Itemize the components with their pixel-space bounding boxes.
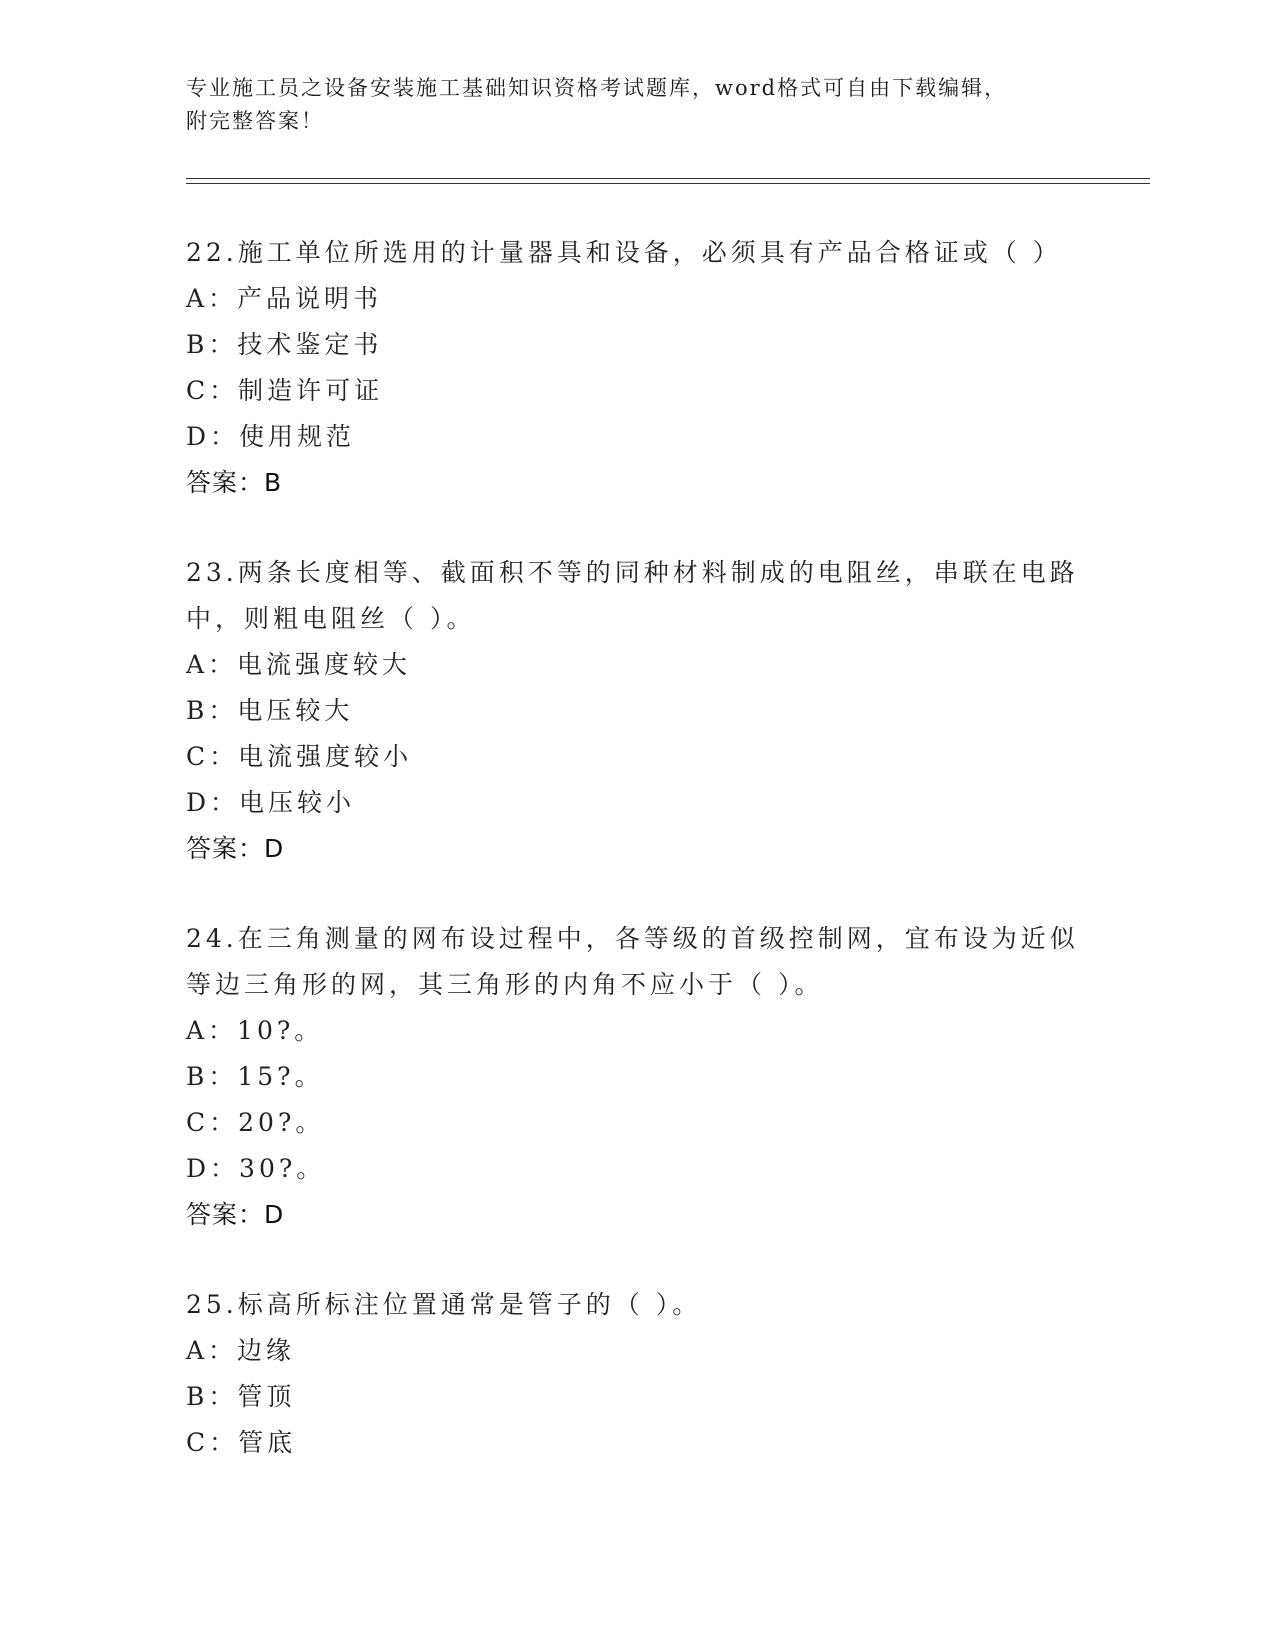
question-22 — [186, 230, 1086, 506]
option-c: C：20?。 — [186, 1108, 325, 1137]
question-24 — [186, 916, 1086, 1238]
header-divider-bottom — [186, 183, 1150, 184]
question-stem: 25.标高所标注位置通常是管子的（ ）。 — [186, 1290, 702, 1319]
answer: 答案：B — [186, 468, 283, 497]
answer: 答案：D — [186, 1200, 285, 1229]
option-b: B：管顶 — [186, 1382, 296, 1411]
document-header — [186, 72, 1086, 138]
header-line-1: 专业施工员之设备安装施工基础知识资格考试题库，word格式可自由下载编辑， — [186, 76, 1008, 100]
option-a: A：10?。 — [186, 1016, 324, 1045]
option-d: D：电压较小 — [186, 788, 356, 817]
question-stem-continued: 中，则粗电阻丝（ ）。 — [186, 604, 476, 633]
answer: 答案：D — [186, 834, 285, 863]
option-a: A：边缘 — [186, 1336, 296, 1365]
question-stem-continued: 等边三角形的网，其三角形的内角不应小于（ ）。 — [186, 970, 824, 999]
option-b: B：15?。 — [186, 1062, 324, 1091]
question-stem: 23.两条长度相等、截面积不等的同种材料制成的电阻丝，串联在电路 — [186, 558, 1079, 587]
question-23 — [186, 550, 1086, 872]
option-a: A：电流强度较大 — [186, 650, 412, 679]
header-divider-top — [186, 178, 1150, 179]
option-c: C：管底 — [186, 1428, 297, 1457]
question-stem: 24.在三角测量的网布设过程中，各等级的首级控制网，宜布设为近似 — [186, 924, 1079, 953]
option-d: D：30?。 — [186, 1154, 326, 1183]
option-d: D：使用规范 — [186, 422, 356, 451]
question-stem: 22.施工单位所选用的计量器具和设备，必须具有产品合格证或（ ） — [186, 238, 1062, 267]
question-25 — [186, 1282, 1086, 1466]
question-list — [186, 230, 1086, 1510]
option-a: A：产品说明书 — [186, 284, 383, 313]
header-line-2: 附完整答案！ — [186, 109, 324, 133]
option-b: B：电压较大 — [186, 696, 354, 725]
option-c: C：电流强度较小 — [186, 742, 413, 771]
option-c: C：制造许可证 — [186, 376, 384, 405]
option-b: B：技术鉴定书 — [186, 330, 383, 359]
